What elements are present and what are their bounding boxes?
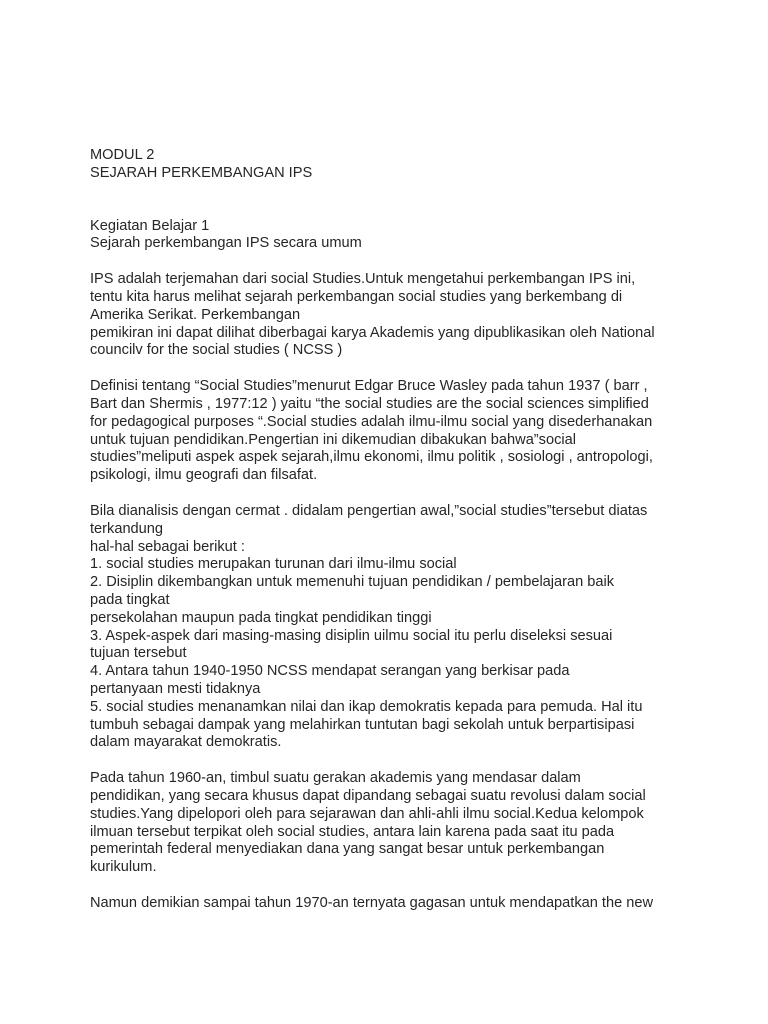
spacer	[90, 360, 690, 378]
paragraph-1960s	[90, 770, 690, 877]
paragraph-line: Amerika Serikat. Perkembangan	[90, 306, 301, 323]
paragraph-line: psikologi, ilmu geografi dan filsafat.	[90, 467, 318, 484]
paragraph-line: dalam mayarakat demokratis.	[90, 734, 282, 751]
paragraph-analysis	[90, 503, 690, 752]
list-item: 4. Antara tahun 1940-1950 NCSS mendapat serangan yang berkisar pada	[90, 663, 570, 680]
list-item: 1. social studies merupakan turunan dari ilmu-ilmu social	[90, 556, 457, 573]
activity-label: Kegiatan Belajar 1	[90, 217, 210, 234]
module-number: MODUL 2	[90, 147, 155, 163]
list-item: 5. social studies menanamkan nilai dan ikap demokratis kepada para pemuda. Hal itu	[90, 698, 643, 715]
paragraph-1970s	[90, 895, 690, 913]
paragraph-line: tentu kita harus melihat sejarah perkembangan social studies yang berkembang di	[90, 288, 623, 305]
document-body	[90, 147, 690, 913]
paragraph-line: studies.Yang dipelopori oleh para sejarawan dan ahli-ahli ilmu social.Kedua kelompok	[90, 805, 644, 822]
module-title: SEJARAH PERKEMBANGAN IPS	[90, 164, 313, 181]
paragraph-definition	[90, 378, 690, 485]
spacer	[90, 183, 690, 218]
paragraph-line: IPS adalah terjemahan dari social Studies.Untuk mengetahui perkembangan IPS ini,	[90, 271, 636, 288]
paragraph-line: pemikiran ini dapat dilihat diberbagai karya Akademis yang dipublikasikan oleh National	[90, 324, 655, 341]
paragraph-line: pertanyaan mesti tidaknya	[90, 680, 261, 697]
paragraph-line: untuk tujuan pendidikan.Pengertian ini dikemudian dibakukan bahwa”social	[90, 431, 576, 448]
paragraph-line: Bila dianalisis dengan cermat . didalam pengertian awal,”social studies”tersebut diatas	[90, 502, 648, 519]
spacer	[90, 877, 690, 895]
paragraph-line: Bart dan Shermis , 1977:12 ) yaitu “the social studies are the social sciences simplified	[90, 395, 649, 412]
activity-subtitle: Sejarah perkembangan IPS secara umum	[90, 235, 362, 252]
spacer	[90, 752, 690, 770]
paragraph-line: councilv for the social studies ( NCSS )	[90, 342, 343, 359]
paragraph-line: ilmuan tersebut terpikat oleh social studies, antara lain karena pada saat itu pada	[90, 823, 615, 840]
paragraph-line: tumbuh sebagai dampak yang melahirkan tuntutan bagi sekolah untuk berpartisipasi	[90, 716, 635, 733]
paragraph-line: pada tingkat	[90, 591, 170, 608]
paragraph-line: Definisi tentang “Social Studies”menurut Edgar Bruce Wasley pada tahun 1937 ( barr ,	[90, 378, 648, 395]
paragraph-line: terkandung	[90, 520, 164, 537]
paragraph-line: Pada tahun 1960-an, timbul suatu gerakan akademis yang mendasar dalam	[90, 770, 581, 787]
paragraph-line: studies”meliputi aspek aspek sejarah,ilmu ekonomi, ilmu politik , sosiologi , antropologi,	[90, 449, 653, 466]
spacer	[90, 485, 690, 503]
paragraph-line: for pedagogical purposes “.Social studies adalah ilmu-ilmu social yang disederhanakan	[90, 413, 653, 430]
paragraph-line: Namun demikian sampai tahun 1970-an ternyata gagasan untuk mendapatkan the new	[90, 894, 654, 911]
paragraph-line: hal-hal sebagai berikut :	[90, 538, 245, 555]
spacer	[90, 253, 690, 271]
paragraph-intro	[90, 271, 690, 360]
paragraph-line: persekolahan maupun pada tingkat pendidikan tinggi	[90, 609, 432, 626]
list-item: 2. Disiplin dikembangkan untuk memenuhi tujuan pendidikan / pembelajaran baik	[90, 574, 615, 591]
paragraph-line: tujuan tersebut	[90, 645, 187, 662]
list-item: 3. Aspek-aspek dari masing-masing disiplin uilmu social itu perlu diseleksi sesuai	[90, 627, 613, 644]
paragraph-line: kurikulum.	[90, 859, 157, 876]
paragraph-line: pemerintah federal menyediakan dana yang sangat besar untuk perkembangan	[90, 841, 605, 858]
paragraph-line: pendidikan, yang secara khusus dapat dipandang sebagai suatu revolusi dalam social	[90, 787, 646, 804]
